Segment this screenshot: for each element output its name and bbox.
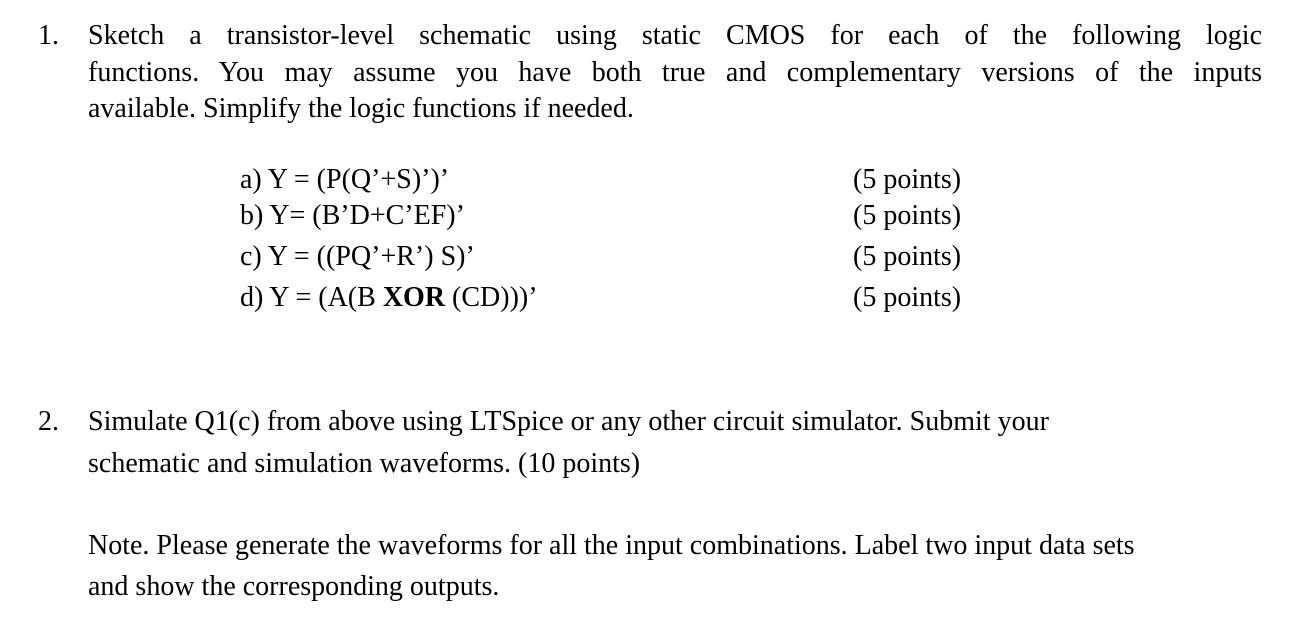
part-c-points: (5 points) (853, 241, 962, 272)
part-a-points: (5 points) (853, 164, 962, 195)
question-1-line-2: functions. You may assume you have both true and complementary versions of the inputs (88, 57, 1262, 88)
note-line-2: and show the corresponding outputs. (88, 571, 500, 602)
question-2-number: 2. (38, 406, 59, 437)
part-d-expression (240, 280, 538, 316)
part-d-points: (5 points) (853, 282, 962, 313)
question-1-line-1: Sketch a transistor-level schematic using static CMOS for each of the following logic (88, 20, 1262, 51)
part-d-xor: XOR (382, 282, 446, 313)
note-line-1: Note. Please generate the waveforms for all the input combinations. Label two input data sets (88, 530, 1135, 561)
part-d-suffix: (CD)))’ (445, 282, 538, 313)
question-1-line-3: available. Simplify the logic functions if needed. (88, 93, 634, 124)
question-2-line-1: Simulate Q1(c) from above using LTSpice or any other circuit simulator. Submit your (88, 406, 1049, 437)
part-d-prefix: d) Y = (A(B (240, 282, 383, 313)
question-1-number: 1. (38, 20, 59, 51)
part-b-expression: b) Y= (B’D+C’EF)’ (240, 200, 465, 231)
part-a-expression: a) Y = (P(Q’+S)’)’ (240, 164, 450, 195)
part-b-points: (5 points) (853, 200, 962, 231)
question-2-line-2: schematic and simulation waveforms. (10 points) (88, 448, 641, 479)
part-c-expression: c) Y = ((PQ’+R’) S)’ (240, 241, 475, 272)
